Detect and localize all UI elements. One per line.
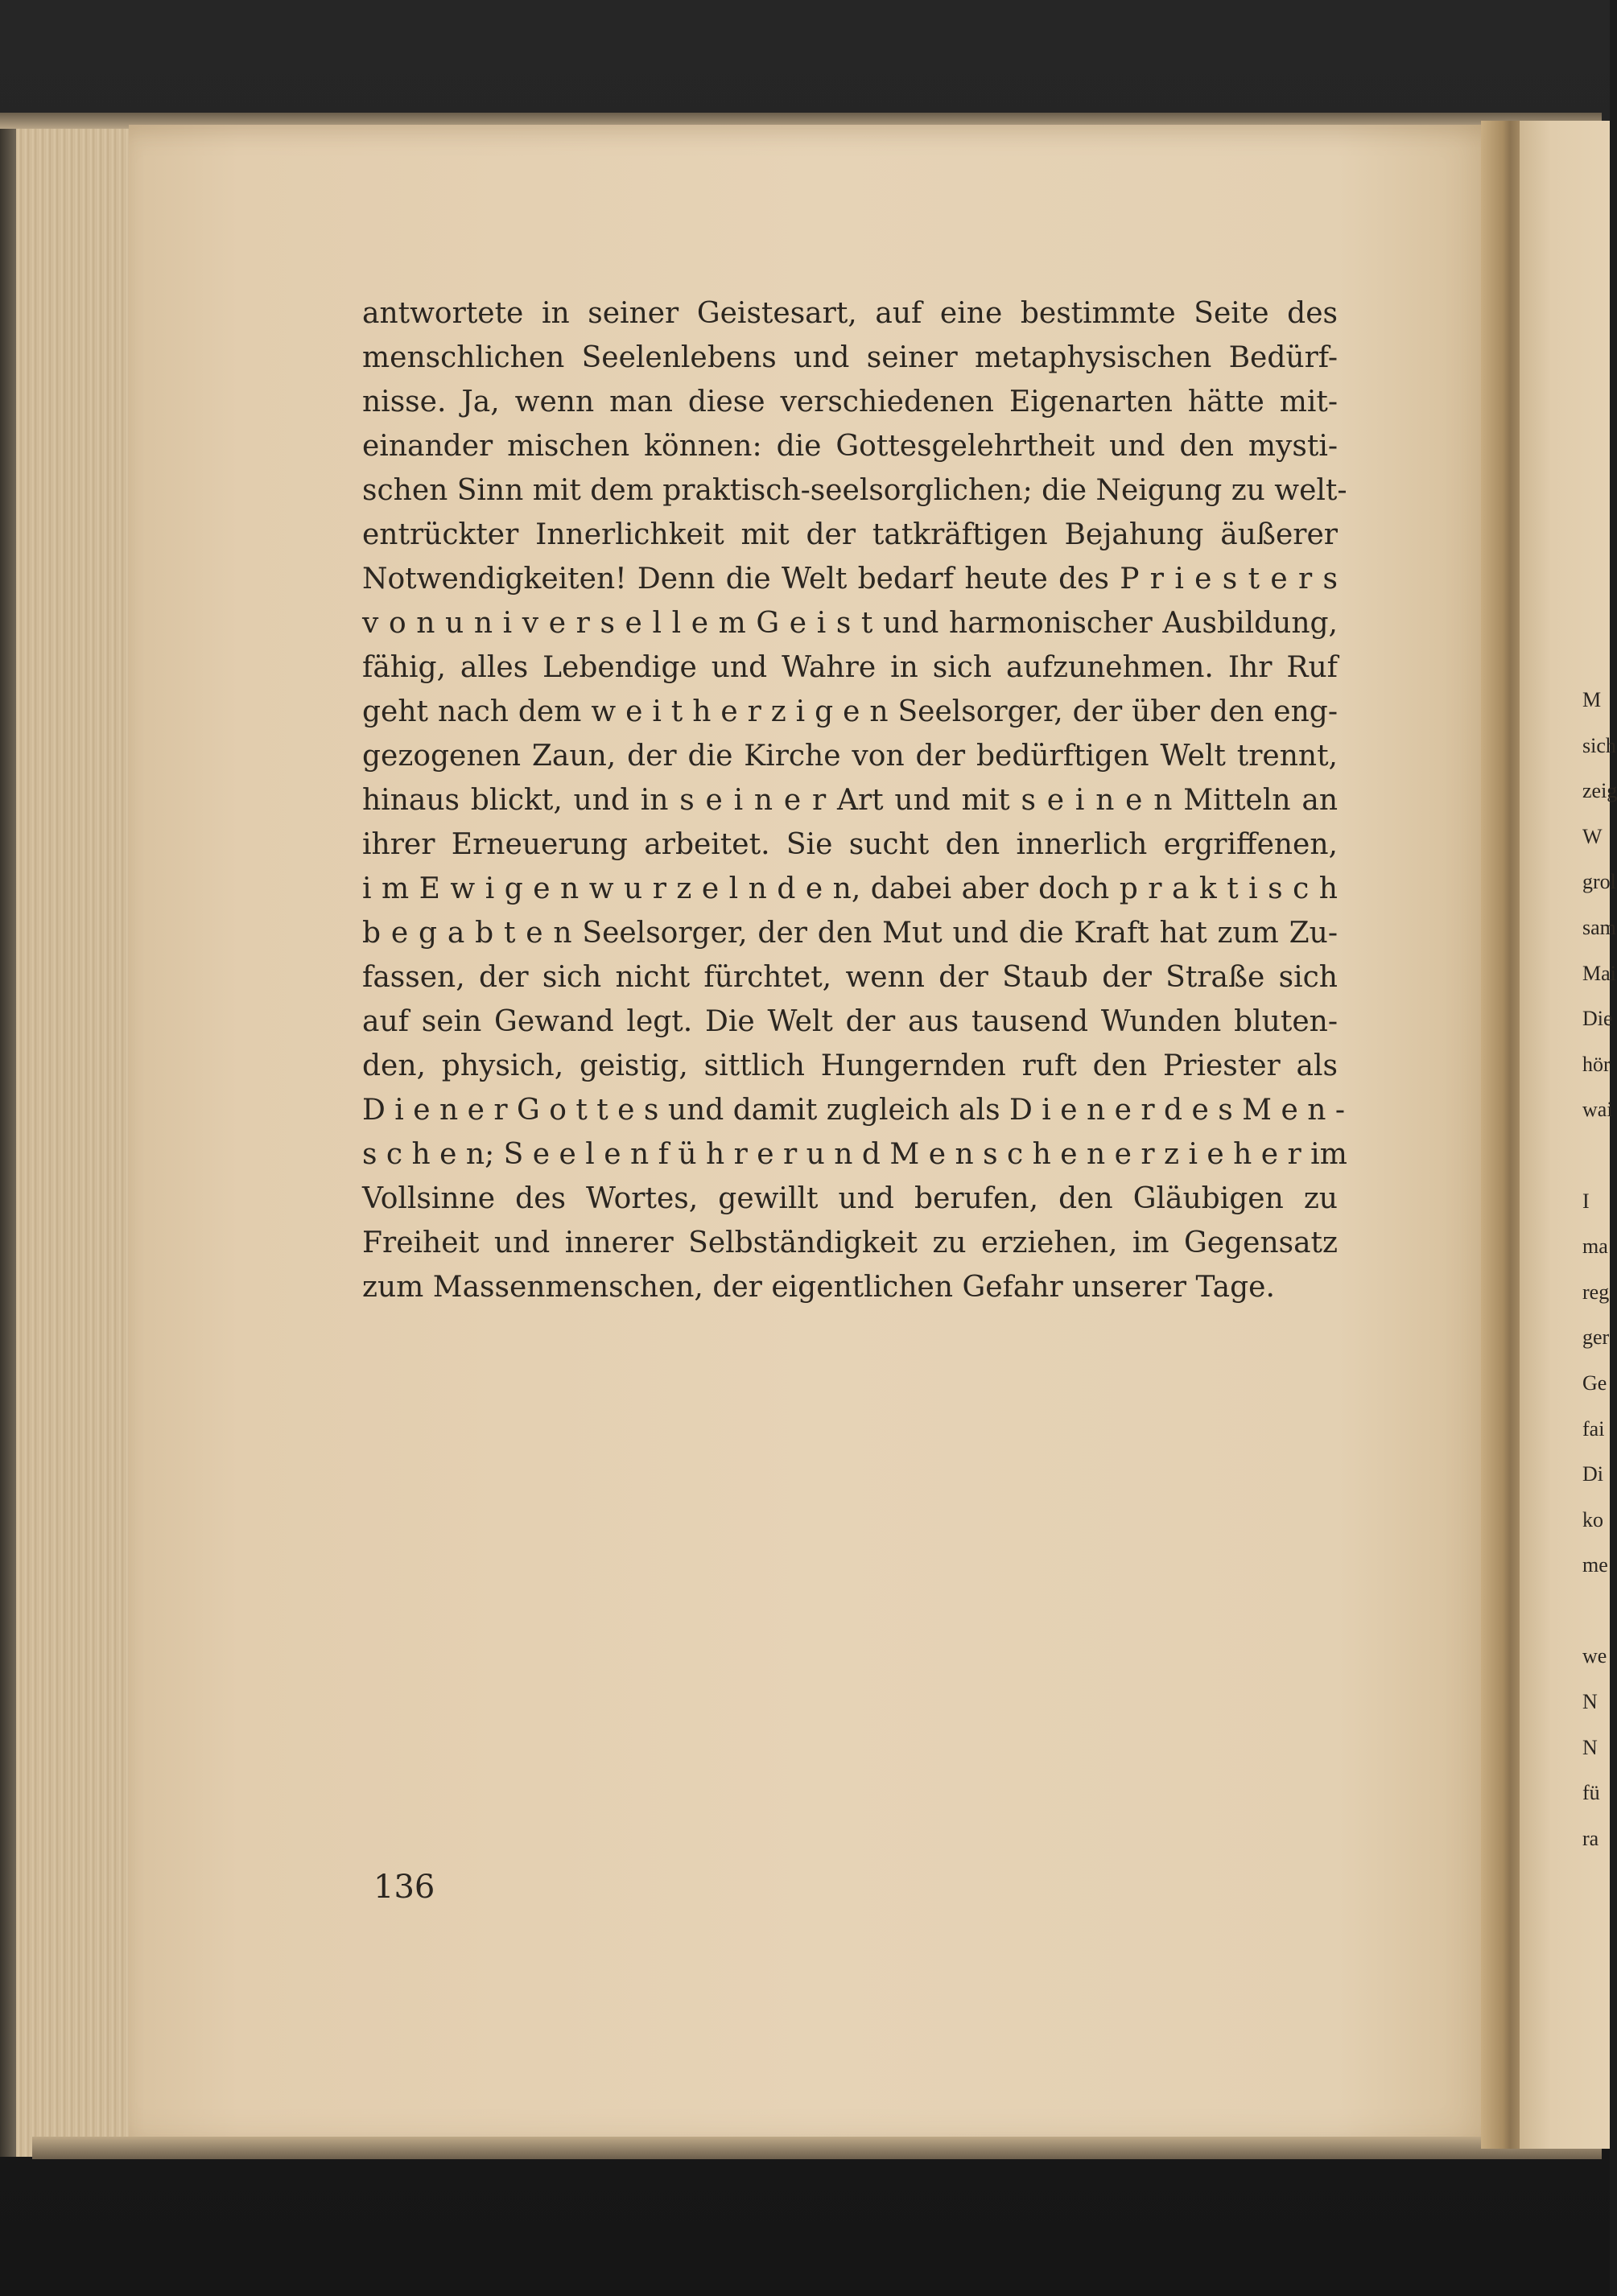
- fragment: fai: [1582, 1416, 1605, 1441]
- text-line: den, physich, geistig, sittlich Hungernden ruft den Priester als: [362, 1049, 1338, 1082]
- text-line: fassen, der sich nicht fürchtet, wenn der Staub der Straße sich: [362, 961, 1338, 994]
- text-line: fähig, alles Lebendige und Wahre in sich aufzunehmen. Ihr Ruf: [362, 651, 1338, 684]
- fragment: wai: [1582, 1098, 1613, 1122]
- text-line: Freiheit und innerer Selbständigkeit zu erziehen, im Gegensatz: [362, 1226, 1338, 1259]
- fragment: ger: [1582, 1325, 1610, 1350]
- text-line: ihrer Erneuerung arbeitet. Sie sucht den innerlich ergriffenen,: [362, 828, 1338, 861]
- text-line: Notwendigkeiten! Denn die Welt bedarf heute des P r i e s t e r s: [362, 563, 1338, 596]
- text-line: Vollsinne des Wortes, gewillt und berufen, den Gläubigen zu: [362, 1182, 1338, 1215]
- text-line: antwortete in seiner Geistesart, auf eine bestimmte Seite des: [362, 297, 1338, 330]
- text-line: hinaus blickt, und in s e i n e r Art und mit s e i n e n Mitteln an: [362, 784, 1338, 817]
- fragment: sich: [1582, 733, 1616, 757]
- text-line: einander mischen können: die Gottesgelehrtheit und den mysti-: [362, 430, 1338, 463]
- cover-bottom-edge: [32, 2137, 1602, 2159]
- fragment: M: [1582, 688, 1602, 711]
- fragment: grol: [1582, 870, 1616, 894]
- text-line: gezogenen Zaun, der die Kirche von der bedürftigen Welt trennt,: [362, 740, 1338, 773]
- text-line: auf sein Gewand legt. Die Welt der aus tausend Wunden bluten-: [362, 1005, 1338, 1038]
- fragment: me: [1582, 1553, 1608, 1577]
- facing-page-text-fragments: [1582, 678, 1615, 1861]
- fragment: Mai: [1582, 961, 1616, 985]
- fragment: ma: [1582, 1235, 1608, 1259]
- fragment: N: [1582, 1735, 1598, 1759]
- text-line-last: zum Massenmenschen, der eigentlichen Gefahr unserer Tage.: [362, 1271, 1275, 1304]
- fragment: reg: [1582, 1280, 1610, 1304]
- page-body-text: [362, 291, 1347, 1309]
- fragment: I: [1582, 1189, 1590, 1213]
- text-line: i m E w i g e n w u r z e l n d e n, dabei aber doch p r a k t i s c h: [362, 872, 1338, 905]
- text-line: D i e n e r G o t t e s und damit zugleich als D i e n e r d e s M e n -: [362, 1094, 1346, 1127]
- fragment: ko: [1582, 1507, 1603, 1531]
- fragment: sam: [1582, 915, 1616, 939]
- text-line: schen Sinn mit dem praktisch-seelsorglichen; die Neigung zu welt-: [362, 474, 1347, 507]
- text-line: s c h e n; S e e l e n f ü h r e r u n d M e n s c h e n e r z i e h e r im: [362, 1138, 1347, 1171]
- fragment: hör: [1582, 1052, 1611, 1076]
- fragment: N: [1582, 1690, 1598, 1714]
- fragment: zeig: [1582, 779, 1617, 803]
- fragment: we: [1582, 1644, 1607, 1668]
- fragment: [1582, 1133, 1615, 1179]
- fragment: W: [1582, 824, 1603, 848]
- text-line: b e g a b t e n Seelsorger, der den Mut und die Kraft hat zum Zu-: [362, 917, 1338, 950]
- page-stack-edges: [16, 129, 145, 2157]
- text-line: v o n u n i v e r s e l l e m G e i s t und harmonischer Ausbildung,: [362, 607, 1338, 640]
- text-line: menschlichen Seelenlebens und seiner metaphysischen Bedürf-: [362, 341, 1338, 374]
- fragment: ra: [1582, 1826, 1599, 1850]
- text-line: nisse. Ja, wenn man diese verschiedenen Eigenarten hätte mit-: [362, 385, 1338, 418]
- fragment: Die: [1582, 1007, 1613, 1031]
- fragment: Di: [1582, 1462, 1603, 1486]
- page-number: 136: [373, 1869, 435, 1906]
- text-line: entrückter Innerlichkeit mit der tatkräftigen Bejahung äußerer: [362, 518, 1338, 551]
- fragment: fü: [1582, 1781, 1600, 1805]
- fragment: [1582, 1589, 1615, 1634]
- fragment: Ge: [1582, 1371, 1607, 1395]
- text-line: geht nach dem w e i t h e r z i g e n Seelsorger, der über den eng-: [362, 695, 1338, 728]
